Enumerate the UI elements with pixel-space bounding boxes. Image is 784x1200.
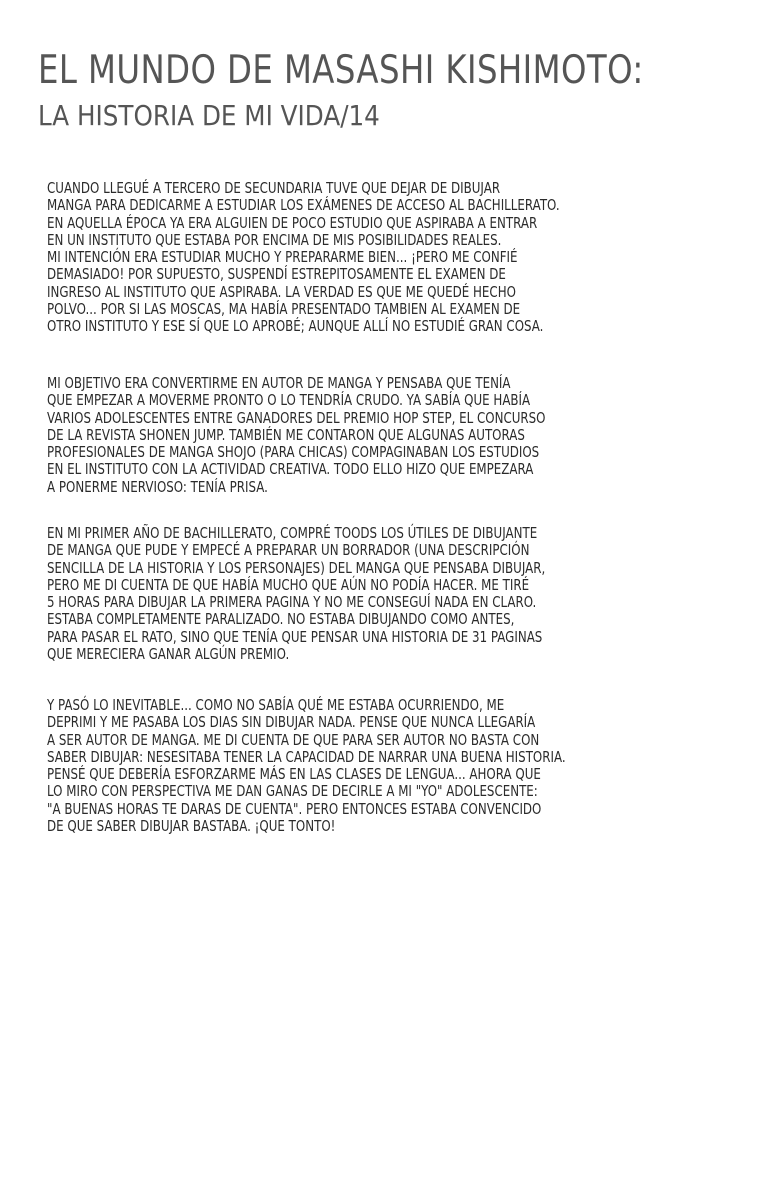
- text-line: QUE MERECIERA GANAR ALGÚN PREMIO.: [47, 645, 290, 664]
- text-line: MI INTENCIÓN ERA ESTUDIAR MUCHO Y PREPARARME BIEN... ¡PERO ME CONFIÉ: [47, 248, 518, 267]
- text-line: DE LA REVISTA SHONEN JUMP. TAMBIÉN ME CONTARON QUE ALGUNAS AUTORAS: [47, 425, 525, 444]
- text-line: LO MIRO CON PERSPECTIVA ME DAN GANAS DE DECIRLE A MI "YO" ADOLESCENTE:: [47, 782, 538, 801]
- page-title: EL MUNDO DE MASASHI KISHIMOTO:: [38, 48, 644, 93]
- text-line: 5 HORAS PARA DIBUJAR LA PRIMERA PAGINA Y NO ME CONSEGUÍ NADA EN CLARO.: [47, 593, 537, 612]
- text-line: DE QUE SABER DIBUJAR BASTABA. ¡QUE TONTO!: [47, 817, 336, 836]
- text-line: DE MANGA QUE PUDE Y EMPECÉ A PREPARAR UN BORRADOR (UNA DESCRIPCIÓN: [47, 541, 530, 560]
- text-line: DEPRIMI Y ME PASABA LOS DIAS SIN DIBUJAR NADA. PENSE QUE NUNCA LLEGARÍA: [47, 713, 536, 732]
- text-line: PENSÉ QUE DEBERÍA ESFORZARME MÁS EN LAS CLASES DE LENGUA... AHORA QUE: [47, 765, 541, 784]
- paragraph-2: [47, 375, 767, 496]
- paragraph-4: [47, 697, 767, 835]
- text-line: INGRESO AL INSTITUTO QUE ASPIRABA. LA VERDAD ES QUE ME QUEDÉ HECHO: [47, 282, 516, 301]
- text-line: SABER DIBUJAR: NESESITABA TENER LA CAPACIDAD DE NARRAR UNA BUENA HISTORIA.: [47, 747, 566, 766]
- paragraph-3: [47, 525, 767, 663]
- text-line: Y PASÓ LO INEVITABLE... COMO NO SABÍA QUÉ ME ESTABA OCURRIENDO, ME: [47, 696, 505, 714]
- text-line: "A BUENAS HORAS TE DARAS DE CUENTA". PERO ENTONCES ESTABA CONVENCIDO: [47, 799, 542, 818]
- text-line: MANGA PARA DEDICARME A ESTUDIAR LOS EXÁMENES DE ACCESO AL BACHILLERATO.: [47, 196, 560, 215]
- text-line: POLVO... POR SI LAS MOSCAS, MA HABÍA PRESENTADO TAMBIEN AL EXAMEN DE: [47, 300, 521, 319]
- text-line: PARA PASAR EL RATO, SINO QUE TENÍA QUE PENSAR UNA HISTORIA DE 31 PAGINAS: [47, 627, 543, 646]
- text-line: EN MI PRIMER AÑO DE BACHILLERATO, COMPRÉ TOODS LOS ÚTILES DE DIBUJANTE: [47, 524, 538, 542]
- text-line: MI OBJETIVO ERA CONVERTIRME EN AUTOR DE MANGA Y PENSABA QUE TENÍA: [47, 374, 511, 392]
- text-line: A SER AUTOR DE MANGA. ME DI CUENTA DE QUE PARA SER AUTOR NO BASTA CON: [47, 730, 540, 749]
- text-line: PROFESIONALES DE MANGA SHOJO (PARA CHICAS) COMPAGINABAN LOS ESTUDIOS: [47, 443, 540, 462]
- page-subtitle: LA HISTORIA DE MI VIDA/14: [38, 99, 380, 132]
- text-line: CUANDO LLEGUÉ A TERCERO DE SECUNDARIA TUVE QUE DEJAR DE DIBUJAR: [47, 179, 501, 197]
- text-line: EN EL INSTITUTO CON LA ACTIVIDAD CREATIVA. TODO ELLO HIZO QUE EMPEZARA: [47, 460, 534, 479]
- text-line: DEMASIADO! POR SUPUESTO, SUSPENDÍ ESTREPITOSAMENTE EL EXAMEN DE: [47, 265, 506, 284]
- text-line: A PONERME NERVIOSO: TENÍA PRISA.: [47, 477, 268, 496]
- text-line: PERO ME DI CUENTA DE QUE HABÍA MUCHO QUE AÚN NO PODÍA HACER. ME TIRÉ: [47, 575, 530, 594]
- text-line: VARIOS ADOLESCENTES ENTRE GANADORES DEL PREMIO HOP STEP, EL CONCURSO: [47, 408, 546, 427]
- text-line: OTRO INSTITUTO Y ESE SÍ QUE LO APROBÉ; AUNQUE ALLÍ NO ESTUDIÉ GRAN COSA.: [47, 317, 544, 336]
- text-line: QUE EMPEZAR A MOVERME PRONTO O LO TENDRÍA CRUDO. YA SABÍA QUE HABÍA: [47, 391, 531, 410]
- text-line: EN UN INSTITUTO QUE ESTABA POR ENCIMA DE MIS POSIBILIDADES REALES.: [47, 230, 502, 249]
- text-line: EN AQUELLA ÉPOCA YA ERA ALGUIEN DE POCO ESTUDIO QUE ASPIRABA A ENTRAR: [47, 213, 538, 232]
- paragraph-1: [47, 180, 767, 336]
- text-line: SENCILLA DE LA HISTORIA Y LOS PERSONAJES) DEL MANGA QUE PENSABA DIBUJAR,: [47, 558, 546, 577]
- text-line: ESTABA COMPLETAMENTE PARALIZADO. NO ESTABA DIBUJANDO COMO ANTES,: [47, 610, 515, 629]
